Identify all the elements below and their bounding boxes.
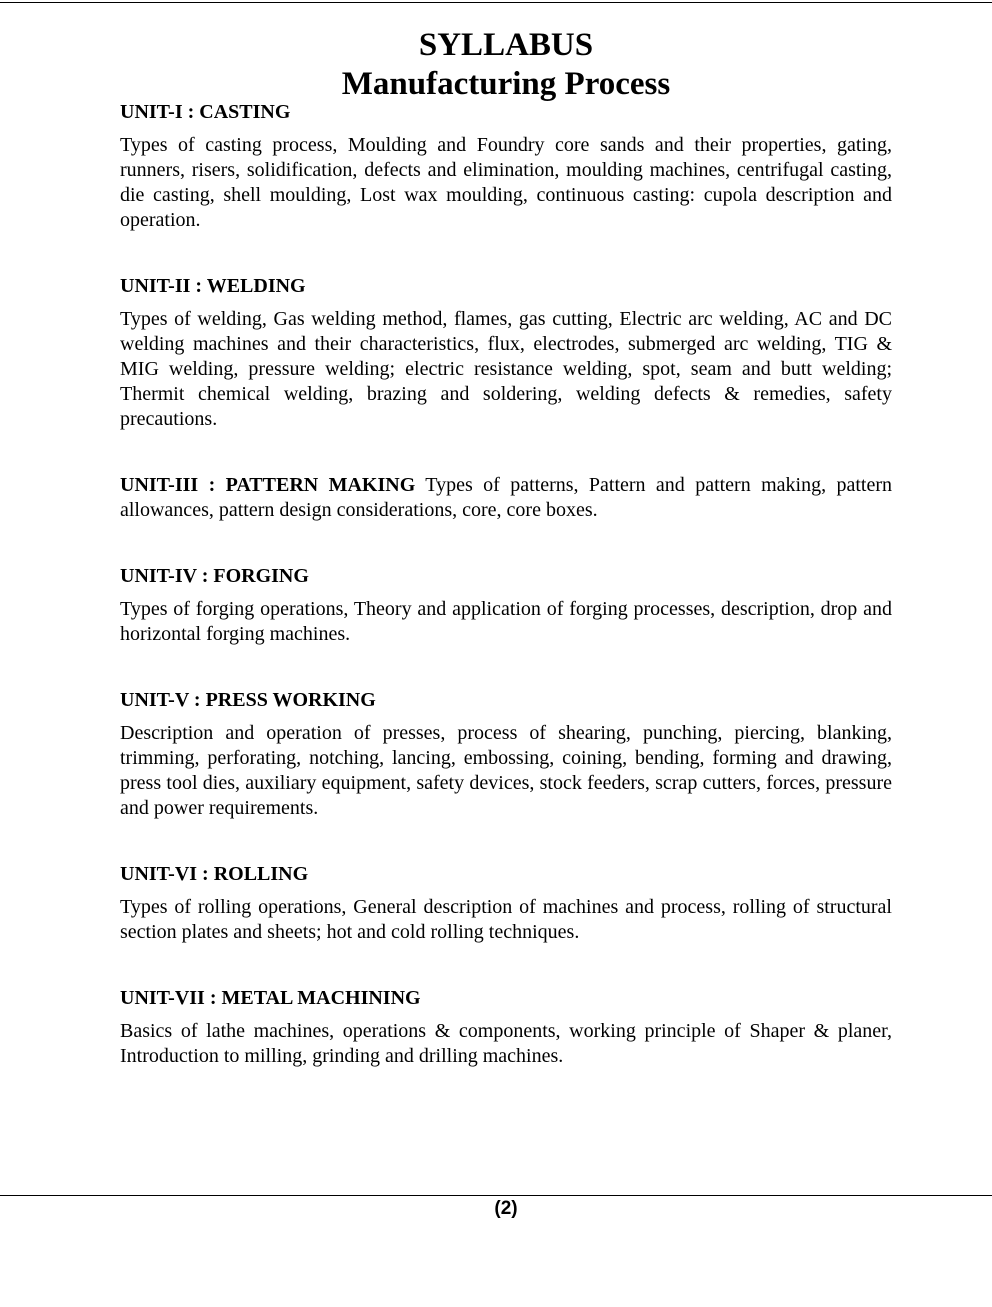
unit-body: Types of rolling operations, General description of machines and process, rolling of structural section plates and sheets; hot and cold rolling techniques. xyxy=(120,896,892,943)
unit-6 xyxy=(120,862,892,945)
unit-body: Description and operation of presses, process of shearing, punching, piercing, blanking, trimming, perforating, notching, lancing, embossing, coining, bending, forming and drawing, press tool dies, auxiliary equipment, safety devices, stock feeders, scrap cutters, forces, pressure and power requirements. xyxy=(120,722,892,819)
unit-body: Basics of lathe machines, operations & components, working principle of Shaper & planer, Introduction to milling, grinding and drilling machines. xyxy=(120,1020,892,1067)
unit-5 xyxy=(120,688,892,821)
page-title: SYLLABUS xyxy=(418,27,594,63)
unit-body: Types of casting process, Moulding and Foundry core sands and their properties, gating, runners, risers, solidification, defects and elimination, moulding machines, centrifugal casting, die casting, shell moulding, Lost wax moulding, continuous casting: cupola description and operation. xyxy=(120,134,892,231)
unit-body: Types of welding, Gas welding method, flames, gas cutting, Electric arc welding, AC and DC welding machines and their characteristics, flux, electrodes, submerged arc welding, TIG & MIG welding, pressure welding; electric resistance welding, spot, seam and butt welding; Thermit chemical welding, brazing and soldering, welding defects & remedies, safety precautions. xyxy=(120,308,892,430)
unit-heading: UNIT-IV : FORGING xyxy=(120,565,309,587)
top-rule xyxy=(0,2,992,3)
syllabus-content xyxy=(120,100,892,1110)
unit-inline-paragraph xyxy=(120,473,892,523)
unit-3 xyxy=(120,473,892,523)
unit-heading: UNIT-III : PATTERN MAKING xyxy=(120,474,416,496)
unit-heading: UNIT-V : PRESS WORKING xyxy=(120,689,376,711)
unit-body: Types of patterns, Pattern and pattern making, pattern allowances, pattern design considerations, core, core boxes. xyxy=(120,474,893,521)
footer-rule xyxy=(0,1195,992,1196)
unit-4 xyxy=(120,564,892,647)
unit-heading: UNIT-VII : METAL MACHINING xyxy=(120,987,421,1009)
unit-heading: UNIT-VI : ROLLING xyxy=(120,863,309,885)
page-number: (2) xyxy=(494,1198,518,1219)
unit-body: Types of forging operations, Theory and application of forging processes, description, drop and horizontal forging machines. xyxy=(120,598,892,645)
unit-7 xyxy=(120,986,892,1069)
page-subtitle: Manufacturing Process xyxy=(341,66,671,102)
unit-1 xyxy=(120,100,892,233)
unit-2 xyxy=(120,274,892,432)
unit-heading: UNIT-II : WELDING xyxy=(120,275,306,297)
unit-heading: UNIT-I : CASTING xyxy=(120,101,291,123)
